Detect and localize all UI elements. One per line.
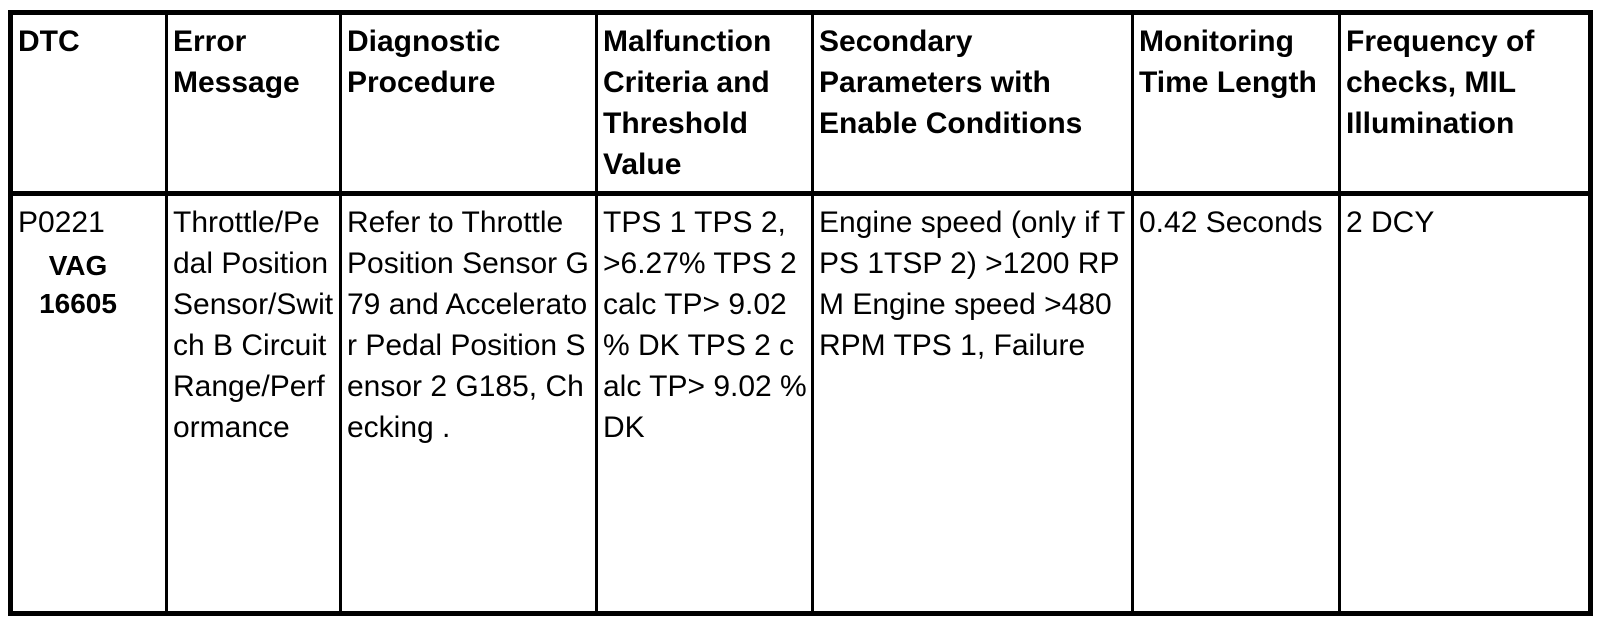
- dtc-code: P0221: [18, 206, 105, 239]
- header-monitoring-time: Monitoring Time Length: [1133, 13, 1340, 194]
- vag-label: VAG: [48, 250, 108, 281]
- cell-malfunction-criteria: TPS 1 TPS 2, >6.27% TPS 2 calc TP> 9.02 % DK TPS 2 calc TP> 9.02 % DK: [597, 194, 813, 614]
- header-row: [11, 13, 1591, 194]
- vag-number: 16605: [39, 288, 117, 319]
- header-diagnostic-procedure: Diagnostic Procedure: [341, 13, 597, 194]
- cell-diagnostic-procedure: Refer to Throttle Position Sensor G79 and Accelerator Pedal Position Sensor 2 G185, Checking .: [341, 194, 597, 614]
- header-error-message: Error Message: [167, 13, 341, 194]
- table-row: [11, 194, 1591, 614]
- cell-error-message: Throttle/Pedal Position Sensor/Switch B Circuit Range/Performance: [167, 194, 341, 614]
- cell-monitoring-time: 0.42 Seconds: [1133, 194, 1340, 614]
- cell-frequency: 2 DCY: [1340, 194, 1591, 614]
- cell-secondary-parameters: Engine speed (only if TPS 1TSP 2) >1200 RPM Engine speed >480 RPM TPS 1, Failure: [813, 194, 1133, 614]
- header-dtc: DTC: [11, 13, 167, 194]
- header-frequency: Frequency of checks, MIL Illumination: [1340, 13, 1591, 194]
- header-secondary-parameters: Secondary Parameters with Enable Conditions: [813, 13, 1133, 194]
- cell-dtc: [11, 194, 167, 614]
- header-malfunction-criteria: Malfunction Criteria and Threshold Value: [597, 13, 813, 194]
- dtc-table: [8, 10, 1593, 616]
